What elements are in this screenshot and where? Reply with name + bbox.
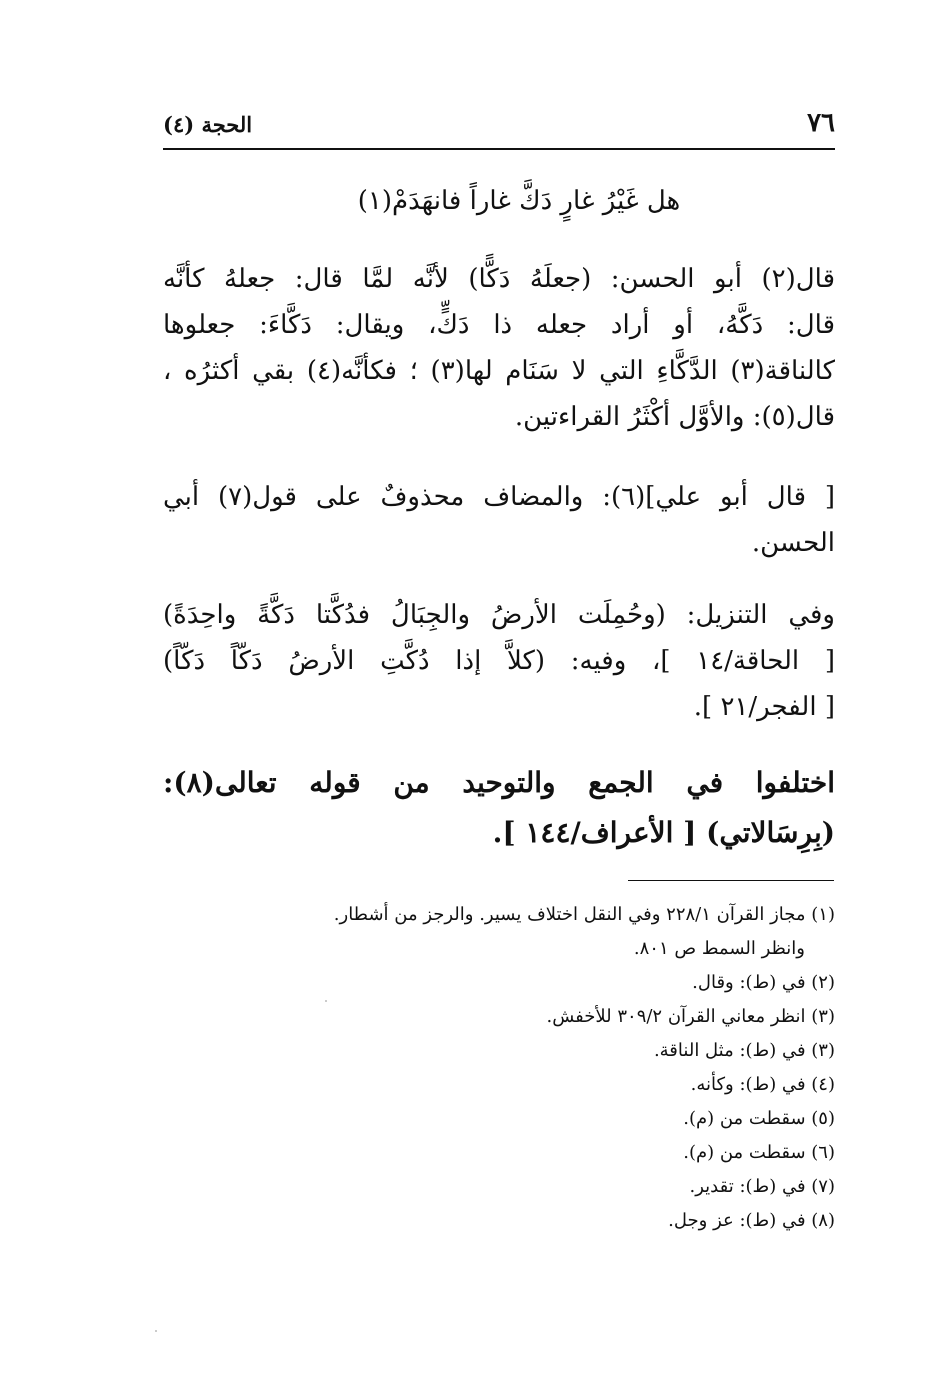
- paragraph-2: [163, 474, 835, 566]
- heading-line: اختلفوا في الجمع والتوحيد من قوله تعالى(٨):: [163, 766, 835, 799]
- footnote: (٣) انظر معاني القرآن ٣٠٩/٢ للأخفش.: [546, 1006, 835, 1027]
- page-number: ٧٦: [807, 108, 835, 138]
- footnotes: [163, 898, 835, 1238]
- footnote: (٨) في (ط): عز وجل.: [668, 1210, 835, 1231]
- text-line: الحسن.: [751, 528, 835, 558]
- scan-speck: [155, 1330, 157, 1332]
- poetry-verse: [163, 178, 835, 224]
- footnote: (٥) سقطت من (م).: [683, 1108, 835, 1129]
- paragraph-1: [163, 256, 835, 440]
- section-heading: [163, 758, 835, 858]
- running-header: [163, 108, 835, 150]
- footnote: (٧) في (ط): تقدير.: [689, 1176, 835, 1197]
- footnote: (٢) في (ط): وقال.: [692, 972, 835, 993]
- text-line: كالناقة(٣) الدَّكَّاءِ التي لا سَنَام لها(٣) ؛ فكأنَّه(٤) بقي أكثرُه ،: [163, 356, 835, 386]
- footnote: (٤) في (ط): وكأنه.: [690, 1074, 835, 1095]
- footnote-continuation: وانظر السمط ص ٨٠١.: [633, 938, 805, 959]
- text-line: [ قال أبو علي](٦): والمضاف محذوفٌ على قول(٧) أبي: [163, 482, 835, 512]
- text-line: [ الفجر/٢١ ].: [693, 692, 835, 722]
- paragraph-3: [163, 592, 835, 730]
- text-line: قال(٥): والأوَّل أكْثَرُ القراءتين.: [514, 402, 835, 432]
- text-line: [ الحاقة/١٤ ]، وفيه: (كلاَّ إذا دُكَّتِ الأرضُ دَكّاً دَكّاً): [163, 646, 836, 676]
- text-line: وفي التنزيل: (وحُمِلَت الأرضُ والجِبَالُ فدُكَّتا دَكَّةً واحِدَةً): [163, 600, 835, 630]
- text-line: قال: دَكَّهُ، أو أراد جعله ذا دَكٍّ، ويقال: دَكَّاءَ: جعلوها: [163, 310, 835, 340]
- footnote: (١) مجاز القرآن ٢٢٨/١ وفي النقل اختلاف يسير. والرجز من أشطار.: [333, 904, 835, 925]
- scan-speck: [325, 1000, 327, 1002]
- text-line: قال(٢) أبو الحسن: (جعلَهُ دَكًّا) لأنَّه لمَّا قال: جعلهُ كأنَّه: [163, 264, 835, 294]
- heading-line: (بِرِسَالاتي) [ الأعراف/١٤٤ ].: [492, 816, 835, 849]
- footnote-separator: [628, 880, 834, 881]
- book-title: الحجة (٤): [163, 112, 253, 137]
- footnote: (٦) سقطت من (م).: [683, 1142, 835, 1163]
- footnote: (٣) في (ط): مثل الناقة.: [653, 1040, 835, 1061]
- verse-line: هل غَيْرُ غارٍ دَكَّ غاراً فانهَدَمْ(١): [357, 186, 681, 216]
